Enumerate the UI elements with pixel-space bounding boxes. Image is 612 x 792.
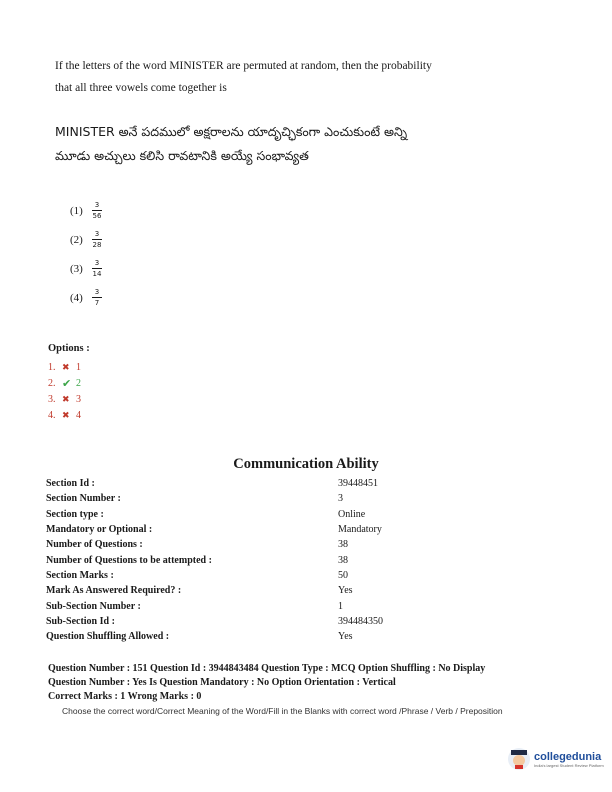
info-row: Question Shuffling Allowed : Yes — [46, 631, 353, 643]
choice-2: (2) $\frac{3}{28}$ — [70, 230, 102, 249]
option-item: 1. ✖ 1 — [48, 361, 81, 373]
cross-icon: ✖ — [62, 393, 70, 404]
info-row: Sub-Section Number : 1 — [46, 600, 343, 612]
question-line: If the letters of the word MINISTER are permuted at random, then the probability — [55, 60, 432, 72]
info-row: Sub-Section Id : 394484350 — [46, 615, 383, 627]
question-line: మూడు అచ్చులు కలిసి రావటానికి అయ్యే సంభావ్యత — [55, 148, 309, 163]
question-line: MINISTER అనే పదములో అక్షరాలను యాదృచ్ఛికంగా ఎంచుకుంటే అన్ని — [55, 124, 408, 139]
fraction: $\frac{3}{7}$ — [92, 288, 102, 307]
info-row: Section type : Online — [46, 508, 366, 520]
check-icon: ✔ — [62, 377, 72, 390]
graduate-icon — [508, 748, 530, 770]
info-row: Section Marks : 50 — [46, 569, 348, 581]
option-item: 4. ✖ 4 — [48, 409, 81, 421]
info-row: Mandatory or Optional : Mandatory — [46, 524, 382, 536]
meta-line: Correct Marks : 1 Wrong Marks : 0 — [48, 691, 202, 702]
answer-choices — [70, 196, 102, 312]
fraction: $\frac{3}{28}$ — [92, 230, 102, 249]
section-title: Communication Ability — [233, 456, 379, 472]
fraction: $\frac{3}{56}$ — [92, 201, 102, 220]
info-row: Section Id : 39448451 — [46, 478, 378, 490]
options-title: Options : — [48, 343, 90, 354]
question-text-english — [55, 55, 555, 99]
cross-icon: ✖ — [62, 361, 70, 372]
info-row: Number of Questions to be attempted : 38 — [46, 554, 348, 566]
option-item: 3. ✖ 3 — [48, 393, 81, 405]
section-info-table — [46, 476, 383, 644]
choice-4: (4) $\frac{3}{7}$ — [70, 283, 102, 312]
fraction: $\frac{3}{14}$ — [92, 259, 102, 278]
choice-1: (1) $\frac{3}{56}$ — [70, 201, 102, 220]
option-item-correct: 2. ✔ 2 — [48, 377, 81, 390]
info-row: Number of Questions : 38 — [46, 539, 348, 551]
logo-tagline: India's largest Student Review Platform — [534, 762, 604, 768]
cross-icon: ✖ — [62, 409, 70, 420]
info-row: Mark As Answered Required? : Yes — [46, 585, 353, 597]
question-text-telugu — [55, 120, 575, 168]
options-list — [48, 359, 81, 423]
info-row: Section Number : 3 — [46, 493, 343, 505]
choice-3: (3) $\frac{3}{14}$ — [70, 259, 102, 278]
next-question-meta — [48, 662, 578, 704]
question-line: that all three vowels come together is — [55, 82, 227, 94]
logo-name: collegedunia — [534, 750, 602, 763]
meta-line: Question Number : 151 Question Id : 3944843484 Question Type : MCQ Option Shuffling : No Display — [48, 663, 486, 674]
collegedunia-logo — [508, 748, 604, 770]
meta-line: Question Number : Yes Is Question Mandatory : No Option Orientation : Vertical — [48, 677, 396, 688]
question-instruction: Choose the correct word/Correct Meaning of the Word/Fill in the Blanks with correct word /Phrase / Verb / Preposition — [62, 706, 503, 716]
